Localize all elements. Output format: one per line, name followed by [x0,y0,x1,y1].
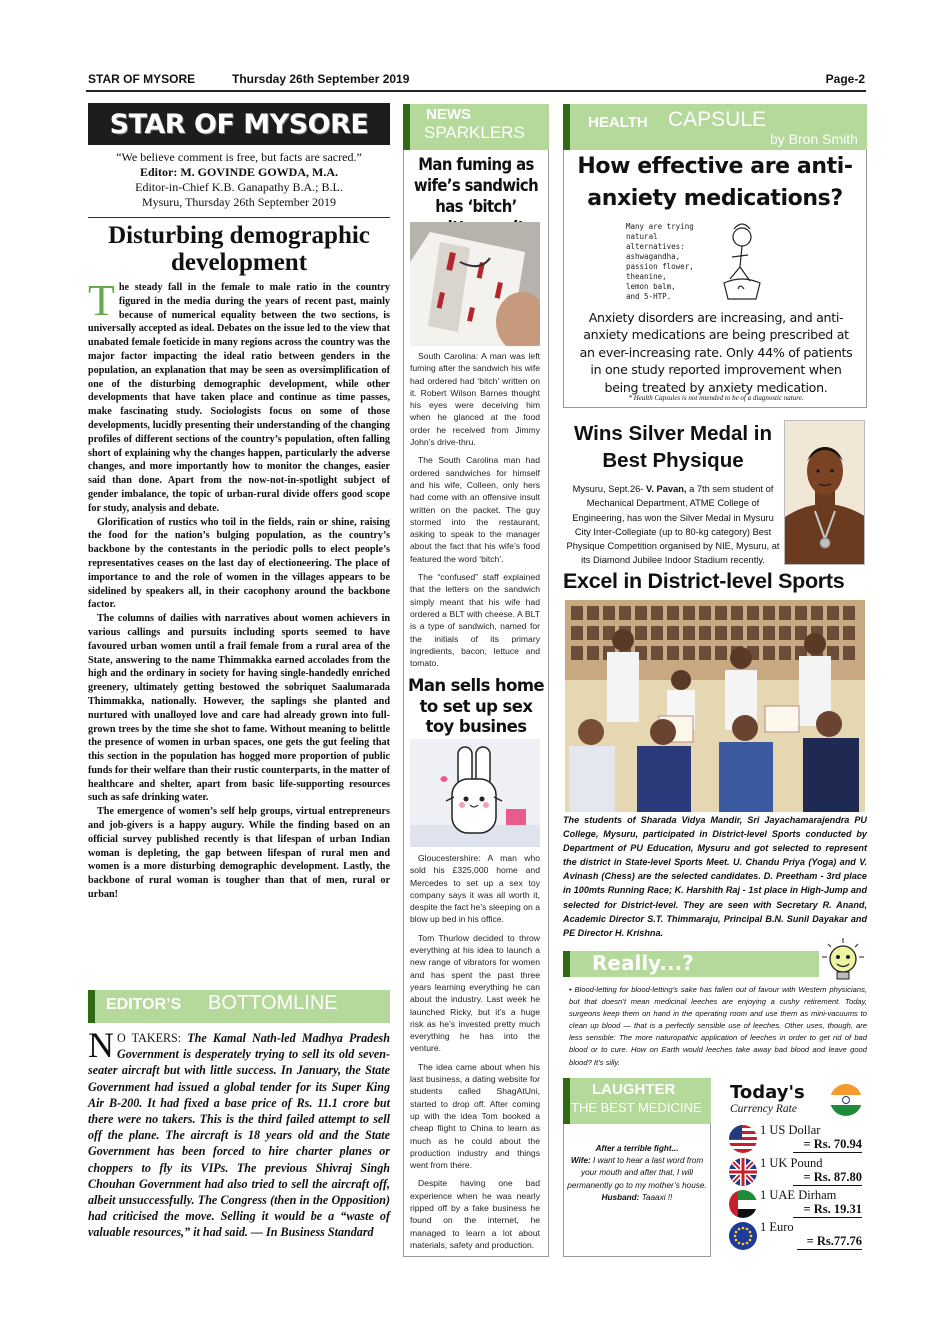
joke-intro: After a terrible fight... [595,1144,679,1153]
motto-text: “We believe comment is free, but facts are sacred.” [116,150,362,164]
health-capsule-disclaimer: * Health Capsules is not intended to be of a diagnostic nature. [628,394,804,402]
laughter-label-top: LAUGHTER [592,1081,676,1098]
currency-row [729,1188,865,1220]
sandwich-photo [410,222,540,346]
uk-flag-icon [729,1158,757,1186]
bottomline-body [88,1025,390,1241]
joke-wife-text: I want to hear a last word from your mouth and after that, I will permanently go to my mother’s house. [567,1156,707,1190]
silver-medal-name: V. Pavan, [646,484,687,494]
currency-row [729,1220,865,1252]
dropcap: N [88,1025,114,1065]
editorial-para-1: he steady fall in the female to male ratio in the country figured in the media during the years of recent past, mainly because of numerical equality between the two sections, is universally accepted as ideal. Debates on the issue led to the view that unabated female foeticide in many regions across the country was the major factor impacting the ideal ratio between genders in the population, an explanation that may be seen as oversimplification of one of the disturbing demographic development, while other developments that have taken place and continue as time passes, make fascinating study. Sociologists focus on some of those developments, lucidly presenting their understanding of the changing profiles of different sections of the country’s population, often falling short of explaining why the changes happen, particularly the adverse changes, and more importantly how to monitor the changes, easier said than done. Apart from the now-not-in-spotlight subject of gender imbalance, the topic of urban-rural divide offers good scope for study, analysis and debate. [88,282,390,514]
currency-value: = Rs. 19.31 [793,1202,862,1218]
silver-medal-text: a 7th sem student of Mechanical Department, ATME College of Engineering, has won the Silver Medal in Mysuru City Inter-Collegiate (up to 80-kg category) Best Physique Competition organised by NIE, Mysuru, at its Diamond Jubilee Indoor Stadium recently. [566,484,780,566]
dropcap: T [88,276,115,325]
bottomline-lead: O TAKERS: [117,1031,182,1045]
story2-para-2: Tom Thurlow decided to throw everything at his idea to launch a new range of vibrators for women and has spent the past three years learning everything he can about the industry. Last week he launched Ricky, but it’s a huge risk as he’s invested pretty much everything he has into the venture. [410,932,540,1054]
joke-husband-text: Taaaxi !! [641,1192,673,1202]
currency-value: = Rs. 70.94 [793,1137,862,1153]
story1-para-1: South Carolina: A man was left fuming after the sandwich his wife had ordered had ‘bitch’ written on it. Robert Wilson Barnes thought his eyes were deceiving him when he glanced at the food order he received from Jimmy John’s drive-thru. [410,351,540,448]
silver-medal-headline: Wins Silver Medal in Best Physique [573,422,773,472]
page-number: Page-2 [825,72,865,86]
currency-value: = Rs.77.76 [797,1234,862,1250]
bottomline-text: The Kamal Nath-led Madhya Pradesh Government is desperately trying to sell its old seven-seater aircraft but with little success. In January, the State Government had issued a global tender for its Super King Air B-200. It had fixed a base price of Rs. 11.1 crore but there were no takers. This is the third failed attempt to sell off the plane. The aircraft is 18 years old and the State Government has been forced to hire charter planes or choppers to fly its VIPs. The previous Shivraj Singh Chouhan Government had also tried to sell the aircraft off, albeit unsuccessfully. The Congress (then in the Opposition) had criticised the move. Selling it would be a “waste of valuable resources,” it had said. — In Business Standard [88,1031,390,1240]
currency-name: 1 Euro [760,1220,794,1234]
pavan-portrait [784,420,865,565]
editorial-para-2: Glorification of rustics who toil in the fields, rain or shine, raising the food for the nation’s bulging population, as the country’s backbone by the contestants in the periodic polls to elect people’s representatives ceases on the last day of electioneering. The place of importance to and the role of women in the villages appears to be sidelined by speakers all, in their cacophony around the backbone factor. [88,516,390,611]
currency-name: 1 UK Pound [760,1156,823,1170]
bottomline-label: BOTTOMLINE [208,992,338,1014]
currency-row [729,1156,865,1188]
bottomline-label-bold: EDITOR’S [106,996,182,1013]
masthead-logo: STAR OF MYSORE [88,103,390,145]
editorial-para-4: The emergence of women’s self help groups, virtual entrepreneurs and job-givers is a happy augury. While the finding based on an official survey published recently is that lifespan of urban Indian woman is depleting, the gap between lifespan of rural men and women is a more disturbing demographic development. Lastly, the backbone of rural woman is tougher than that of men, rural or urban! [88,806,390,901]
health-capsule-byline: by Bron Smith [770,131,858,147]
really-body: • Blood-letting for blood-letting’s sake has fallen out of favour with Western physicians, but that doesn’t mean medicinal leeches are enjoying a cushy retirement. Today, surgeons keep them on hand in the operating room and use them as mini-vacuums to clean up blood — that is a perfectly sensible use of leeches. Other uses, though, are less sensible: The more naturopathic application of leeches in order to get rid of bad blood or to cure. How on Earth would leeches take away bad blood and leave good blood? It’s silly. [569,985,867,1067]
dateline: Mysuru, Thursday 26th September 2019 [141,195,337,209]
health-capsule-label: CAPSULE [668,108,767,131]
story2-para-3: The idea came about when his last business, a dating website for students called ShagAtUni, started to drop off. After coming up with the idea Tom booked a cheap flight to China to learn as much as he could about the production industry and things went from there. [410,1061,540,1171]
currency-name: 1 UAE Dirham [760,1188,837,1202]
publication-name: STAR OF MYSORE [88,72,196,86]
news-sparklers-label-bottom: SPARKLERS [424,123,525,142]
joke-husband-label: Husband: [601,1192,640,1202]
silver-medal-body [566,482,780,568]
story1-body [410,350,540,675]
divider [88,217,390,218]
really-label: Really...? [592,951,694,975]
laughter-joke [566,1143,708,1204]
health-capsule-body: Anxiety disorders are increasing, and anti-anxiety medications are being prescribed at an ever-increasing rate. Only 44% of patients in one study reported improvement when being treated by anxiety medication. [579,310,853,395]
district-sports-group-photo [565,600,865,812]
currency-value: = Rs. 87.80 [793,1170,862,1186]
currency-name: 1 US Dollar [760,1123,821,1137]
silver-medal-dateline: Mysuru, Sept.26- [572,484,644,494]
us-flag-icon [729,1125,757,1153]
header-rule [86,90,866,92]
masthead-motto [88,150,390,210]
editor-in-chief-line: Editor-in-Chief K.B. Ganapathy B.A.; B.L. [135,180,343,194]
district-sports-headline: Excel in District-level Sports [563,569,845,593]
story2-para-4: Despite having one bad experience when he was nearly ripped off by a fake business he found on the internet, he managed to learn a lot about materials, safety and production. [410,1178,540,1250]
editorial-body [88,276,390,902]
editor-line: Editor: M. GOVINDE GOWDA, M.A. [140,165,338,179]
eu-flag-icon [729,1222,757,1250]
cartoon-text: Many are trying natural alternatives: ashwagandha, passion flower, theanine, lemon balm, and 5-HTP. [626,222,694,301]
health-capsule-label-bold: HEALTH [588,114,648,131]
health-cartoon [622,219,768,305]
currency-title: Today's [730,1082,805,1103]
uae-flag-icon [729,1190,757,1218]
story2-para-1: Gloucestershire: A man who sold his £325,000 home and Mercedes to set up a sex toy company says it was all worth it, despite the fact he’s sleeping on a blow up bed in his office. [410,853,540,925]
story1-para-2: The South Carolina man had ordered sandwiches for himself and his wife, Colleen, only hers had come with an offensive insult written on the packet. The guy stormed into the restaurant, asking to speak to the manager about the fact that his wife’s food featured the word ‘bitch’. [410,455,540,564]
story2-body [410,852,540,1257]
district-sports-caption: The students of Sharada Vidya Mandir, Sri Jayachamarajendra PU College, Mysuru, participated in District-level Sports conducted by Department of PU Education, Mysuru and got selected to represent the district in State-level Sports Meet. U. Chandu Priya (Yoga) and V. Avinash (Chess) are the selected candidates. D. Preetham - 3rd place in 100mts Running Race; K. Harshith Raj - 1st place in High-Jump and selected for District-level. They are seen with Secretary R. Anand, Academic Director S.T. Thimmaraju, Principal B.N. Sunil Dayakar and PE Director H. Krishna. [563,815,867,938]
editorial-headline: Disturbing demographic development [108,222,370,276]
editorial-para-3: The columns of dailies with narratives about women achievers in various callings and pursuits including sports seemed to have favoured urban women until a frail female from a rural area of the State, answering to the name Thimmakka earned accolades from the high and the ordinary in society for having single-handedly enriched greenery, ultimately getting bestowed the sobriquet Saalumarada Thimmakka, nationally. However, the saplings she planted and nurtured with unalloyed love and care had already grown into full-grown trees by the time she shot to fame. Without meaning to belittle the presence of women in urban spaces, one gets the gut feeling that this section in the population has hogged more proportion of public funds for their welfare than their rustic counterparts, in the matter of healthcare and shelter, apart from basic life-supporting resources such as safe drinking water. [88,613,390,804]
currency-row [729,1123,865,1155]
joke-wife-label: Wife: [570,1156,591,1166]
issue-date: Thursday 26th September 2019 [232,72,410,86]
laughter-label-bottom: THE BEST MEDICINE [571,1100,702,1115]
really-text: Blood-letting for blood-letting’s sake has fallen out of favour with Western physicians, but that doesn’t mean medicinal leeches are enjoying a cushy retirement. Today, surgeons keep them on hand in the operating room and use them as mini-vacuums to clean up blood — that is a perfectly sensible use of leeches. Other uses, though, are less sensible: The more naturopathic application of leeches in order to get rid of bad blood or to cure. How on Earth would leeches take away bad blood and leave good blood? It’s silly. [569,985,867,1067]
story1-para-3: The “confused” staff explained that the letters on the sandwich simply meant that his wife had ordered a BLT with cheese. A BLT is a type of sandwich, named for the initials of its primary ingredients, bacon, lettuce and tomato. [410,572,540,669]
currency-subtitle: Currency Rate [730,1103,797,1115]
india-flag-icon [830,1084,862,1116]
story2-headline: Man sells home to set up sex toy busines [408,676,544,736]
news-sparklers-label-top: NEWS [426,106,471,123]
lightbulb-icon [818,935,868,985]
toy-illustration [410,739,540,847]
story1-headline: Man fuming as wife’s sandwich has ‘bitch’ [413,155,539,216]
health-capsule-headline: How effective are anti-anxiety medications? [577,154,853,211]
